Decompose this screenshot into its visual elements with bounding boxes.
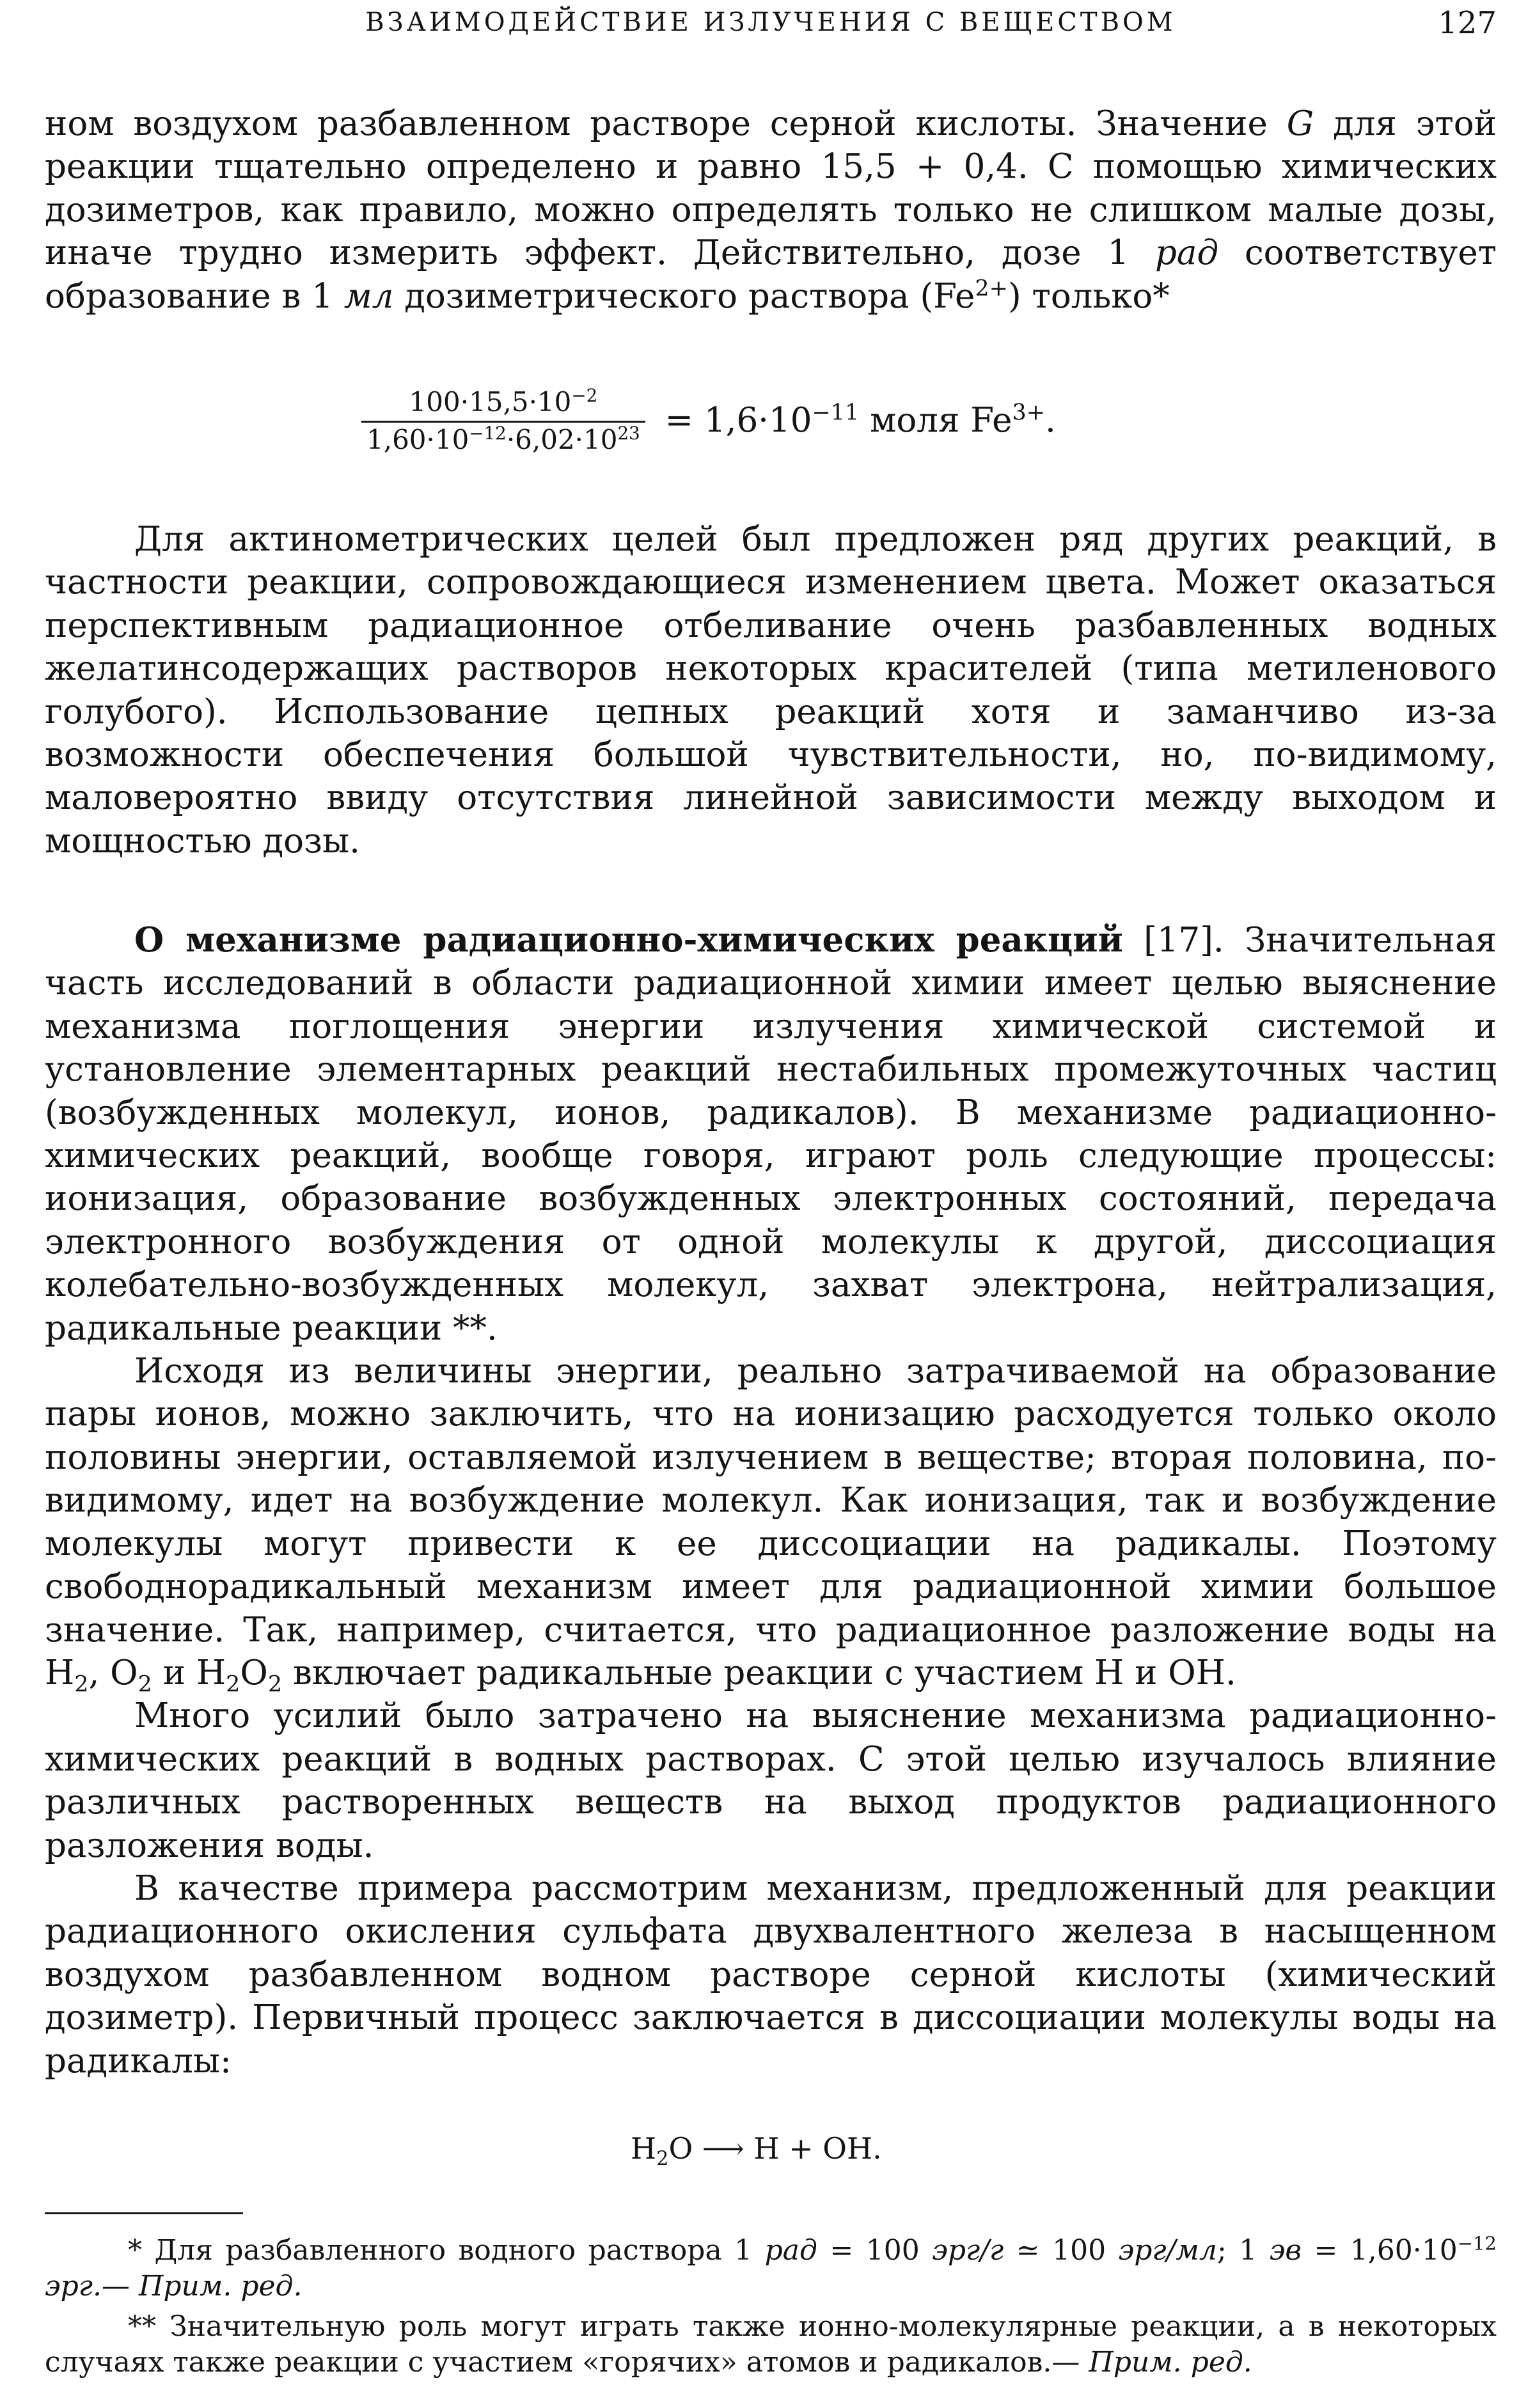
paragraph-ionization: Исходя из величины энергии, реально затрачиваемой на образование пары ионов, можно заключить, что на ионизацию расходуется только около половины энергии, оставляемой излучением в веществе; вторая половина, по-видимому, идет на возбуждение молекул. Как ионизация, так и возбуждение молекулы могут привести к ее диссоциации на радикалы. Поэтому свободнорадикальный механизм имеет для радиационной химии большое значение. Так, например, считается, что радиационное разложение воды на $H_2$, $O_2$ и $H_2O_2$ включает радикальные реакции с участием H и OH. (45, 1352, 1497, 1698)
formula-result: = $1,6\cdot 10^{-11}$ моля $Fe^{3+}$. (665, 400, 1056, 440)
running-title: ВЗАИМОДЕЙСТВИЕ ИЗЛУЧЕНИЯ С ВЕЩЕСТВОМ (365, 8, 1176, 37)
paragraph-example: В качестве примера рассмотрим механизм, предложенный для реакции радиационного окисления сульфата двухвалентного железа в насыщенном воздухом разбавленном водном растворе серной кислоты (химический дозиметр). Первичный процесс заключается в диссоциации молекулы воды на радикалы: (45, 1868, 1497, 2081)
section-mechanism: О механизме радиационно-химических реакций [17]. Значительная часть исследований в области радиационной химии имеет целью выяснение механизма поглощения энергии излучения химической системой и установление элементарных реакций нестабильных промежуточных частиц (возбужденных молекул, ионов, радикалов). В механизме радиационно-химических реакций, вообще говоря, играют роль следующие процессы: ионизация, образование возбужденных электронных состояний, передача электронного возбуждения от одной молекулы к другой, диссоциация колебательно-возбужденных молекул, захват электрона, нейтрализация, радикальные реакции **. Исходя из величины энергии, реально затрачиваемой на образование пары ионов, можно заключить, что на ионизацию расходуется только около половины энергии, оставляемой излучением в веществе; вторая половина, по-видимому, идет на возбуждение молекул. Как ионизация, так и возбуждение молекулы могут привести к ее диссоциации на радикалы. Поэтому свободнорадикальный механизм имеет для радиационной химии большое значение. Так, например, считается, что радиационное разложение воды на $H_2$, $O_2$ и $H_2O_2$ включает радикальные реакции с участием H и OH. Много усилий было затрачено на выяснение механизма радиационно-химических реакций в водных растворах. С этой целью изучалось влияние различных растворенных веществ на выход продуктов радиационного разложения воды. В качестве примера рассмотрим механизм, предложенный для реакции радиационного окисления сульфата двухвалентного железа в насыщенном воздухом разбавленном водном растворе серной кислоты (химический дозиметр). Первичный процесс заключается в диссоциации молекулы воды на радикалы: (45, 919, 1497, 2083)
section-heading: О механизме радиационно-химических реакций (134, 920, 1123, 960)
paragraph-aqueous: Много усилий было затрачено на выяснение механизма радиационно-химических реакций в водных растворах. С этой целью изучалось влияние различных растворенных веществ на выход продуктов радиационного разложения воды. (45, 1696, 1497, 1865)
footnote-1: * Для разбавленного водного раствора 1 рад = 100 эрг/г ≃ 100 эрг/мл; 1 эв = $1,60\cdot 10^{-12}$ эрг.— Прим. ред. (45, 2232, 1497, 2302)
paragraph-actinometry: Для актинометрических целей был предложен ряд других реакций, в частности реакции, сопровождающиеся изменением цвета. Может оказаться перспективным радиационное отбеливание очень разбавленных водных желатинсодержащих растворов некоторых красителей (типа метиленового голубого). Использование цепных реакций хотя и заманчиво из-за возможности обеспечения большой чувствительности, но, по-видимому, маловероятно ввиду отсутствия линейной зависимости между выходом и мощностью дозы. (45, 520, 1497, 861)
formula-fe-yield (361, 384, 1056, 457)
fraction (361, 384, 645, 457)
equation-water-dissociation: $H_2O$ ⟶ H + OH. (631, 2131, 882, 2171)
page-header (45, 5, 1497, 43)
fraction-numerator: $100\cdot 15,5\cdot 10^{-2}$ (361, 384, 645, 423)
fraction-denominator: $1,60\cdot 10^{-12}\cdot 6,02\cdot 10^{23}$ (366, 423, 640, 455)
footnote-2: ** Значительную роль могут играть также ионно-молекулярные реакции, а в некоторых случаях также реакции с участием «горячих» атомов и радикалов.— Прим. ред. (45, 2310, 1497, 2379)
footnote-divider (45, 2212, 243, 2214)
page-number: 127 (1438, 5, 1497, 41)
paragraph-dosimetry: ном воздухом разбавленном растворе серной кислоты. Значение G для этой реакции тщательно определено и равно 15,5 + 0,4. С помощью химических дозиметров, как правило, можно определять только не слишком малые дозы, иначе трудно измерить эффект. Действительно, дозе 1 рад соответствует образование в 1 мл дозиметрического раствора $(Fe^{2+})$ только* (45, 104, 1497, 316)
